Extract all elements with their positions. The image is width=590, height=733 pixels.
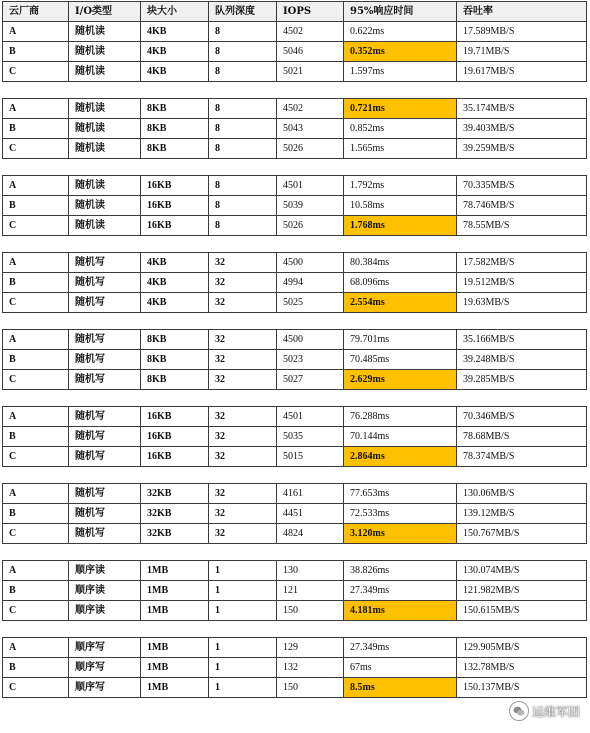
- cell-io-type: 随机写: [69, 350, 141, 370]
- table-row: [3, 99, 587, 119]
- table-row: [3, 216, 587, 236]
- cell-iops: 5023: [277, 350, 344, 370]
- cell-p95-latency: 0.852ms: [344, 119, 457, 139]
- cell-vendor: A: [3, 638, 69, 658]
- cell-io-type: 随机写: [69, 330, 141, 350]
- cell-throughput: 17.589MB/S: [457, 22, 587, 42]
- table-row: [3, 330, 587, 350]
- table-row: [3, 139, 587, 159]
- cell-vendor: B: [3, 196, 69, 216]
- cell-p95-latency-best: 4.181ms: [344, 601, 457, 621]
- table-row: [3, 196, 587, 216]
- cell-block-size: 16KB: [141, 447, 209, 467]
- cell-iops: 4501: [277, 176, 344, 196]
- watermark: [509, 701, 580, 721]
- cell-vendor: C: [3, 524, 69, 544]
- cell-p95-latency: 77.653ms: [344, 484, 457, 504]
- cell-iops: 4502: [277, 22, 344, 42]
- group-separator-row: [3, 621, 587, 638]
- group-separator-row: [3, 390, 587, 407]
- cell-queue-depth: 32: [209, 407, 277, 427]
- cell-queue-depth: 1: [209, 638, 277, 658]
- cell-block-size: 1MB: [141, 678, 209, 698]
- cell-throughput: 139.12MB/S: [457, 504, 587, 524]
- cell-iops: 5027: [277, 370, 344, 390]
- wechat-icon: [509, 701, 529, 721]
- header-throughput: 吞吐率: [457, 2, 587, 22]
- cell-io-type: 随机写: [69, 427, 141, 447]
- cell-io-type: 顺序读: [69, 561, 141, 581]
- cell-p95-latency-best: 8.5ms: [344, 678, 457, 698]
- cell-block-size: 4KB: [141, 42, 209, 62]
- cell-p95-latency-best: 0.721ms: [344, 99, 457, 119]
- cell-block-size: 32KB: [141, 504, 209, 524]
- cell-vendor: B: [3, 504, 69, 524]
- cell-queue-depth: 1: [209, 678, 277, 698]
- cell-queue-depth: 8: [209, 216, 277, 236]
- table-row: [3, 484, 587, 504]
- cell-iops: 5043: [277, 119, 344, 139]
- table-row: [3, 293, 587, 313]
- cell-queue-depth: 1: [209, 601, 277, 621]
- cell-vendor: B: [3, 350, 69, 370]
- cloud-disk-benchmark-table: [2, 1, 587, 698]
- cell-vendor: B: [3, 273, 69, 293]
- cell-vendor: B: [3, 658, 69, 678]
- cell-queue-depth: 32: [209, 524, 277, 544]
- cell-throughput: 39.248MB/S: [457, 350, 587, 370]
- cell-throughput: 70.335MB/S: [457, 176, 587, 196]
- cell-throughput: 130.074MB/S: [457, 561, 587, 581]
- group-separator-cell: [3, 313, 587, 330]
- cell-block-size: 8KB: [141, 350, 209, 370]
- cell-iops: 5039: [277, 196, 344, 216]
- cell-p95-latency-best: 0.352ms: [344, 42, 457, 62]
- cell-block-size: 16KB: [141, 176, 209, 196]
- cell-p95-latency: 1.792ms: [344, 176, 457, 196]
- cell-block-size: 32KB: [141, 484, 209, 504]
- table-row: [3, 253, 587, 273]
- cell-p95-latency: 67ms: [344, 658, 457, 678]
- cell-vendor: C: [3, 62, 69, 82]
- cell-p95-latency-best: 2.629ms: [344, 370, 457, 390]
- cell-queue-depth: 8: [209, 22, 277, 42]
- cell-iops: 4451: [277, 504, 344, 524]
- table-row: [3, 407, 587, 427]
- cell-iops: 4502: [277, 99, 344, 119]
- table-row: [3, 658, 587, 678]
- cell-vendor: C: [3, 139, 69, 159]
- cell-block-size: 8KB: [141, 370, 209, 390]
- cell-p95-latency-best: 3.120ms: [344, 524, 457, 544]
- cell-throughput: 19.512MB/S: [457, 273, 587, 293]
- cell-queue-depth: 32: [209, 253, 277, 273]
- cell-throughput: 17.582MB/S: [457, 253, 587, 273]
- group-separator-cell: [3, 390, 587, 407]
- cell-p95-latency: 1.597ms: [344, 62, 457, 82]
- cell-io-type: 随机写: [69, 484, 141, 504]
- group-separator-row: [3, 159, 587, 176]
- cell-throughput: 130.06MB/S: [457, 484, 587, 504]
- table-row: [3, 119, 587, 139]
- group-separator-row: [3, 467, 587, 484]
- cell-block-size: 1MB: [141, 638, 209, 658]
- cell-throughput: 121.982MB/S: [457, 581, 587, 601]
- cell-vendor: C: [3, 447, 69, 467]
- cell-vendor: A: [3, 561, 69, 581]
- cell-iops: 4161: [277, 484, 344, 504]
- group-separator-cell: [3, 159, 587, 176]
- table-row: [3, 22, 587, 42]
- cell-p95-latency: 38.826ms: [344, 561, 457, 581]
- cell-queue-depth: 32: [209, 447, 277, 467]
- table-header-row: [3, 2, 587, 22]
- table-body: [3, 22, 587, 698]
- cell-queue-depth: 32: [209, 273, 277, 293]
- cell-queue-depth: 32: [209, 504, 277, 524]
- table-row: [3, 447, 587, 467]
- cell-p95-latency: 10.58ms: [344, 196, 457, 216]
- cell-io-type: 顺序写: [69, 658, 141, 678]
- group-separator-row: [3, 313, 587, 330]
- cell-vendor: A: [3, 484, 69, 504]
- cell-block-size: 32KB: [141, 524, 209, 544]
- cell-block-size: 4KB: [141, 273, 209, 293]
- cell-vendor: A: [3, 407, 69, 427]
- cell-queue-depth: 8: [209, 62, 277, 82]
- cell-throughput: 39.259MB/S: [457, 139, 587, 159]
- cell-throughput: 35.174MB/S: [457, 99, 587, 119]
- cell-throughput: 129.905MB/S: [457, 638, 587, 658]
- cell-io-type: 随机读: [69, 22, 141, 42]
- cell-vendor: C: [3, 293, 69, 313]
- cell-throughput: 150.137MB/S: [457, 678, 587, 698]
- header-io-type: I/O类型: [69, 2, 141, 22]
- cell-block-size: 16KB: [141, 427, 209, 447]
- table-row: [3, 273, 587, 293]
- group-separator-cell: [3, 236, 587, 253]
- cell-io-type: 随机写: [69, 370, 141, 390]
- cell-throughput: 39.403MB/S: [457, 119, 587, 139]
- group-separator-row: [3, 544, 587, 561]
- cell-throughput: 19.617MB/S: [457, 62, 587, 82]
- cell-block-size: 16KB: [141, 196, 209, 216]
- cell-queue-depth: 8: [209, 42, 277, 62]
- cell-queue-depth: 1: [209, 658, 277, 678]
- table-row: [3, 638, 587, 658]
- cell-iops: 132: [277, 658, 344, 678]
- cell-vendor: B: [3, 119, 69, 139]
- table-row: [3, 504, 587, 524]
- cell-vendor: C: [3, 370, 69, 390]
- header-vendor: 云厂商: [3, 2, 69, 22]
- cell-iops: 121: [277, 581, 344, 601]
- table-row: [3, 678, 587, 698]
- cell-iops: 130: [277, 561, 344, 581]
- cell-iops: 150: [277, 678, 344, 698]
- cell-vendor: C: [3, 601, 69, 621]
- cell-vendor: A: [3, 99, 69, 119]
- cell-io-type: 顺序读: [69, 581, 141, 601]
- cell-iops: 4824: [277, 524, 344, 544]
- cell-block-size: 1MB: [141, 561, 209, 581]
- cell-io-type: 随机读: [69, 139, 141, 159]
- cell-block-size: 1MB: [141, 658, 209, 678]
- cell-vendor: A: [3, 176, 69, 196]
- cell-p95-latency: 70.485ms: [344, 350, 457, 370]
- cell-iops: 5026: [277, 216, 344, 236]
- table-row: [3, 350, 587, 370]
- cell-p95-latency-best: 2.554ms: [344, 293, 457, 313]
- cell-p95-latency: 0.622ms: [344, 22, 457, 42]
- cell-block-size: 8KB: [141, 119, 209, 139]
- cell-queue-depth: 1: [209, 561, 277, 581]
- cell-queue-depth: 8: [209, 119, 277, 139]
- cell-throughput: 19.63MB/S: [457, 293, 587, 313]
- cell-io-type: 随机写: [69, 253, 141, 273]
- cell-block-size: 8KB: [141, 139, 209, 159]
- cell-vendor: A: [3, 22, 69, 42]
- cell-io-type: 随机写: [69, 273, 141, 293]
- header-p95-latency: 95%响应时间: [344, 2, 457, 22]
- cell-block-size: 8KB: [141, 330, 209, 350]
- cell-throughput: 78.374MB/S: [457, 447, 587, 467]
- cell-io-type: 随机写: [69, 524, 141, 544]
- cell-io-type: 随机读: [69, 62, 141, 82]
- cell-vendor: C: [3, 216, 69, 236]
- cell-queue-depth: 32: [209, 293, 277, 313]
- cell-p95-latency: 79.701ms: [344, 330, 457, 350]
- cell-block-size: 4KB: [141, 22, 209, 42]
- cell-p95-latency: 27.349ms: [344, 638, 457, 658]
- cell-io-type: 随机写: [69, 504, 141, 524]
- cell-vendor: B: [3, 42, 69, 62]
- cell-p95-latency: 1.565ms: [344, 139, 457, 159]
- cell-queue-depth: 8: [209, 196, 277, 216]
- cell-iops: 5021: [277, 62, 344, 82]
- cell-block-size: 4KB: [141, 293, 209, 313]
- cell-vendor: B: [3, 427, 69, 447]
- table-row: [3, 581, 587, 601]
- table-row: [3, 42, 587, 62]
- cell-io-type: 随机读: [69, 196, 141, 216]
- cell-queue-depth: 32: [209, 350, 277, 370]
- cell-block-size: 1MB: [141, 601, 209, 621]
- cell-queue-depth: 32: [209, 484, 277, 504]
- cell-io-type: 顺序写: [69, 678, 141, 698]
- header-block-size: 块大小: [141, 2, 209, 22]
- cell-iops: 129: [277, 638, 344, 658]
- cell-queue-depth: 32: [209, 330, 277, 350]
- group-separator-row: [3, 82, 587, 99]
- header-queue-depth: 队列深度: [209, 2, 277, 22]
- cell-io-type: 随机读: [69, 119, 141, 139]
- cell-iops: 5025: [277, 293, 344, 313]
- cell-throughput: 150.767MB/S: [457, 524, 587, 544]
- cell-throughput: 78.746MB/S: [457, 196, 587, 216]
- cell-block-size: 4KB: [141, 253, 209, 273]
- cell-io-type: 随机读: [69, 99, 141, 119]
- cell-p95-latency: 80.384ms: [344, 253, 457, 273]
- cell-vendor: A: [3, 330, 69, 350]
- cell-io-type: 随机写: [69, 447, 141, 467]
- cell-iops: 4994: [277, 273, 344, 293]
- cell-iops: 4500: [277, 330, 344, 350]
- cell-p95-latency: 72.533ms: [344, 504, 457, 524]
- cell-block-size: 8KB: [141, 99, 209, 119]
- cell-iops: 4501: [277, 407, 344, 427]
- cell-block-size: 4KB: [141, 62, 209, 82]
- cell-queue-depth: 32: [209, 427, 277, 447]
- cell-throughput: 70.346MB/S: [457, 407, 587, 427]
- table-row: [3, 427, 587, 447]
- cell-vendor: C: [3, 678, 69, 698]
- header-iops: IOPS: [277, 2, 344, 22]
- cell-queue-depth: 1: [209, 581, 277, 601]
- cell-vendor: A: [3, 253, 69, 273]
- table-row: [3, 561, 587, 581]
- cell-io-type: 顺序写: [69, 638, 141, 658]
- benchmark-table-container: [2, 1, 586, 698]
- cell-iops: 5035: [277, 427, 344, 447]
- cell-p95-latency-best: 2.864ms: [344, 447, 457, 467]
- cell-queue-depth: 8: [209, 139, 277, 159]
- cell-p95-latency: 68.096ms: [344, 273, 457, 293]
- cell-throughput: 19.71MB/S: [457, 42, 587, 62]
- group-separator-cell: [3, 467, 587, 484]
- cell-p95-latency: 27.349ms: [344, 581, 457, 601]
- cell-io-type: 随机读: [69, 176, 141, 196]
- group-separator-cell: [3, 621, 587, 638]
- group-separator-row: [3, 236, 587, 253]
- cell-queue-depth: 8: [209, 99, 277, 119]
- cell-vendor: B: [3, 581, 69, 601]
- table-row: [3, 601, 587, 621]
- table-row: [3, 370, 587, 390]
- cell-iops: 5015: [277, 447, 344, 467]
- cell-io-type: 顺序读: [69, 601, 141, 621]
- cell-throughput: 150.615MB/S: [457, 601, 587, 621]
- cell-throughput: 39.285MB/S: [457, 370, 587, 390]
- cell-iops: 4500: [277, 253, 344, 273]
- cell-io-type: 随机写: [69, 293, 141, 313]
- cell-p95-latency-best: 1.768ms: [344, 216, 457, 236]
- cell-queue-depth: 8: [209, 176, 277, 196]
- cell-iops: 150: [277, 601, 344, 621]
- cell-throughput: 78.68MB/S: [457, 427, 587, 447]
- cell-block-size: 16KB: [141, 407, 209, 427]
- cell-iops: 5046: [277, 42, 344, 62]
- cell-p95-latency: 76.288ms: [344, 407, 457, 427]
- cell-block-size: 1MB: [141, 581, 209, 601]
- cell-io-type: 随机写: [69, 407, 141, 427]
- cell-p95-latency: 70.144ms: [344, 427, 457, 447]
- cell-throughput: 132.78MB/S: [457, 658, 587, 678]
- group-separator-cell: [3, 82, 587, 99]
- cell-io-type: 随机读: [69, 42, 141, 62]
- table-row: [3, 62, 587, 82]
- cell-io-type: 随机读: [69, 216, 141, 236]
- table-row: [3, 176, 587, 196]
- cell-queue-depth: 32: [209, 370, 277, 390]
- cell-block-size: 16KB: [141, 216, 209, 236]
- cell-throughput: 35.166MB/S: [457, 330, 587, 350]
- cell-iops: 5026: [277, 139, 344, 159]
- group-separator-cell: [3, 544, 587, 561]
- watermark-text: 运维军团: [531, 704, 580, 719]
- table-row: [3, 524, 587, 544]
- cell-throughput: 78.55MB/S: [457, 216, 587, 236]
